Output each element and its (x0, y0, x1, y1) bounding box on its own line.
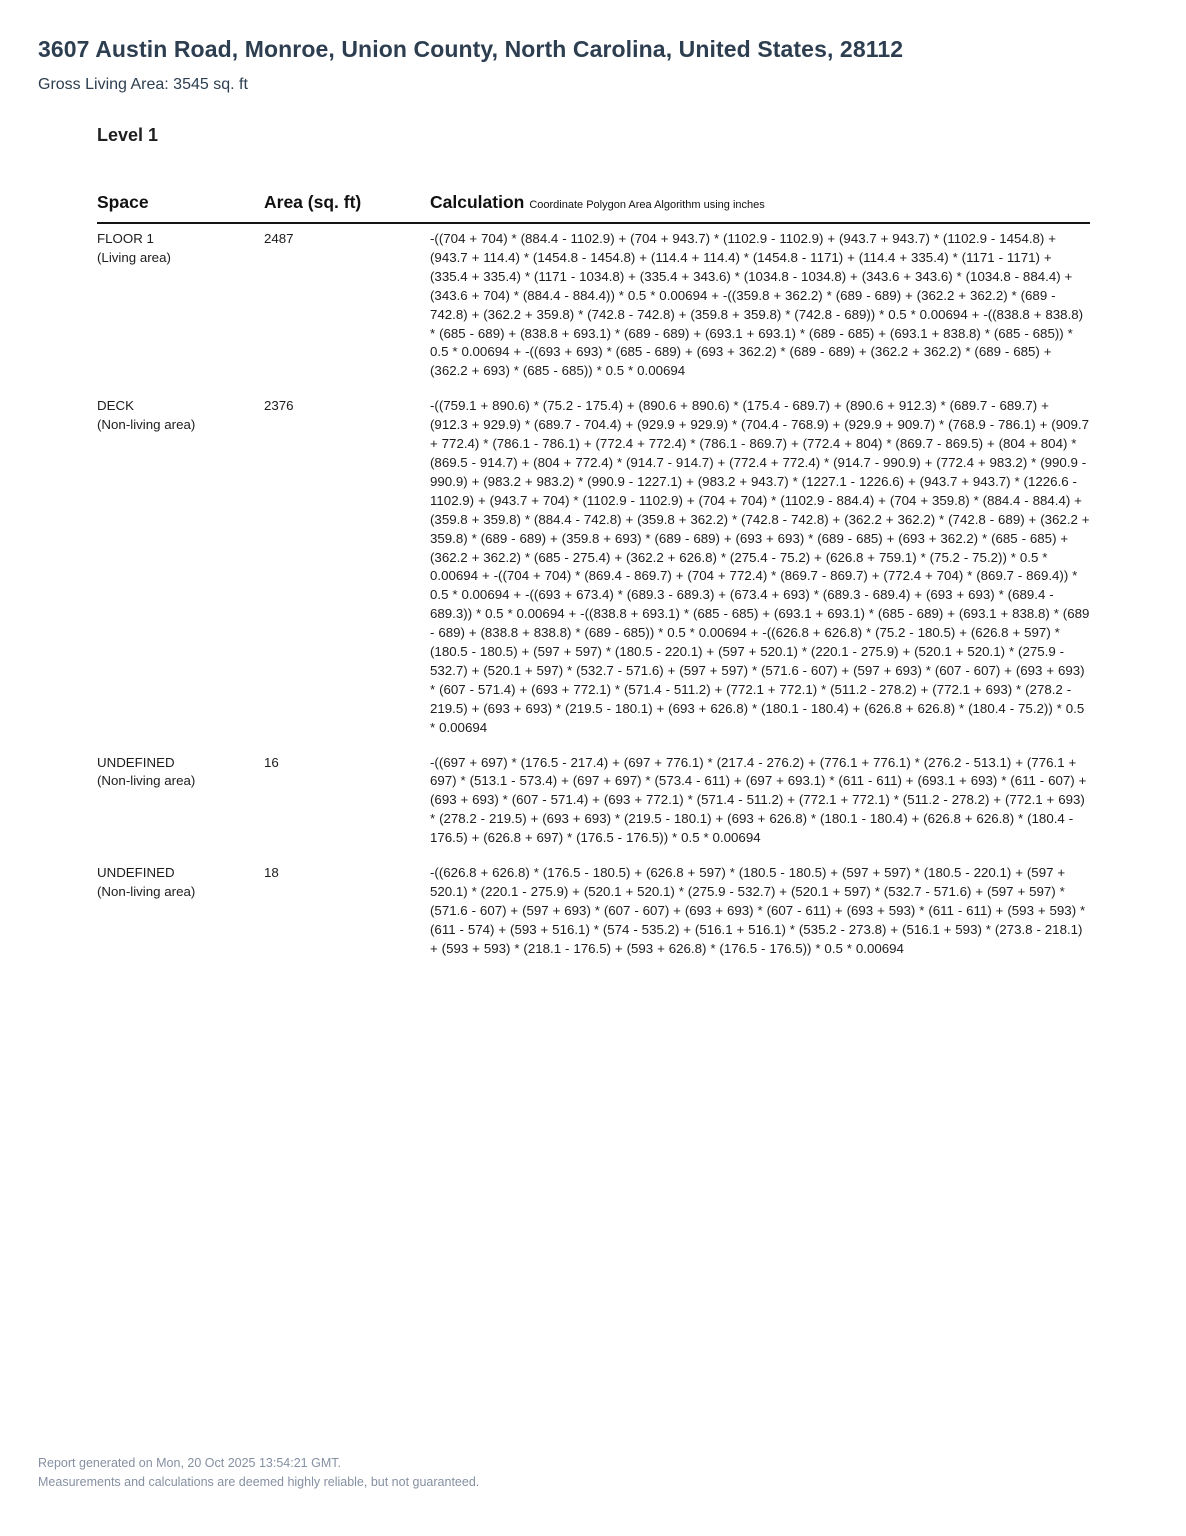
area-value: 16 (264, 754, 279, 770)
space-name: FLOOR 1 (97, 231, 154, 246)
table-header-row (97, 192, 1090, 224)
report-generated-timestamp: Report generated on Mon, 20 Oct 2025 13:54:21 GMT. (38, 1456, 341, 1470)
space-name: DECK (97, 398, 134, 414)
area-calculation-table (97, 192, 1090, 959)
area-value: 2376 (264, 398, 294, 414)
gross-living-area-label: Gross Living Area: 3545 sq. ft (38, 76, 248, 93)
space-cell (97, 864, 264, 902)
report-footer (38, 1454, 479, 1492)
column-header-area: Area (sq. ft) (264, 192, 362, 212)
table-row-undefined-1 (97, 748, 1090, 849)
calculation-algorithm-note: Coordinate Polygon Area Algorithm using inches (529, 199, 765, 211)
table-row-floor1 (97, 224, 1090, 381)
page-title: 3607 Austin Road, Monroe, Union County, North Carolina, United States, 28112 (38, 36, 904, 62)
calculation-text: -((697 + 697) * (176.5 - 217.4) + (697 + 776.1) * (217.4 - 276.2) + (776.1 + 776.1) * (276.2 - 513.1) + (776.1 + 697) * (513.1 - 573.4) + (697 + 697) * (573.4 - 611) + (697 + 693.1) * (611 - 611) + (693.1 + 693) * (611 - 607) + (693 + 693) * (607 - 571.4) + (693 + 772.1) * (571.4 - 511.2) + (772.1 + 772.1) * (511.2 - 278.2) + (772.1 + 693) * (278.2 - 219.5) + (693 + 693) * (219.5 - 180.1) + (693 + 626.8) * (180.1 - 180.4) + (626.8 + 626.8) * (180.4 - 176.5) + (626.8 + 697) * (176.5 - 176.5)) * 0.5 * 0.00694 (430, 754, 1087, 846)
calculation-text: -((759.1 + 890.6) * (75.2 - 175.4) + (890.6 + 890.6) * (175.4 - 689.7) + (890.6 + 912.3) * (689.7 - 689.7) + (912.3 + 929.9) * (689.7 - 704.4) + (929.9 + 929.9) * (704.4 - 768.9) + (929.9 + 909.7) * (768.9 - 786.1) + (909.7 + 772.4) * (786.1 - 786.1) + (772.4 + 772.4) * (786.1 - 869.7) + (772.4 + 804) * (869.7 - 869.5) + (804 + 804) * (869.5 - 914.7) + (804 + 772.4) * (914.7 - 914.7) + (772.4 + 772.4) * (914.7 - 990.9) + (772.4 + 983.2) * (990.9 - 990.9) + (983.2 + 983.2) * (990.9 - 1227.1) + (983.2 + 943.7) * (1227.1 - 1226.6) + (943.7 + 943.7) * (1226.6 - 1102.9) + (943.7 + 704) * (1102.9 - 1102.9) + (704 + 704) * (1102.9 - 884.4) + (704 + 359.8) * (884.4 - 884.4) + (359.8 + 359.8) * (884.4 - 742.8) + (359.8 + 362.2) * (742.8 - 742.8) + (362.2 + 362.2) * (742.8 - 689) + (362.2 + 359.8) * (689 - 689) + (359.8 + 693) * (689 - 689) + (693 + 693) * (689 - 685) + (693 + 362.2) * (685 - 685) + (362.2 + 362.2) * (685 - 275.4) + (362.2 + 626.8) * (275.4 - 75.2) + (626.8 + 759.1) * (75.2 - 75.2)) * 0.5 * 0.00694 + -((704 + 704) * (869.4 - 869.7) + (704 + 772.4) * (869.7 - 869.7) + (772.4 + 704) * (869.7 - 869.4)) * 0.5 * 0.00694 + -((693 + 673.4) * (689.3 - 689.3) + (673.4 + 693) * (689.3 - 689.4) + (693 + 693) * (689.4 - 689.3)) * 0.5 * 0.00694 + -((838.8 + 693.1) * (685 - 685) + (693.1 + 693.1) * (685 - 689) + (693.1 + 838.8) * (689 - 689) + (838.8 + 838.8) * (689 - 685)) * 0.5 * 0.00694 + -((626.8 + 626.8) * (75.2 - 180.5) + (626.8 + 597) * (180.5 - 180.5) + (597 + 597) * (180.5 - 220.1) + (597 + 520.1) * (220.1 - 275.9) + (520.1 + 520.1) * (275.9 - 532.7) + (520.1 + 597) * (532.7 - 571.6) + (597 + 597) * (571.6 - 607) + (597 + 693) * (607 - 607) + (693 + 693) * (607 - 571.4) + (693 + 772.1) * (571.4 - 511.2) + (772.1 + 772.1) * (511.2 - 278.2) + (772.1 + 693) * (278.2 - 219.5) + (693 + 693) * (219.5 - 180.1) + (693 + 626.8) * (180.1 - 180.4) + (626.8 + 626.8) * (180.4 - 75.2)) * 0.5 * 0.00694 (430, 398, 1090, 735)
space-cell (97, 397, 264, 435)
area-value: 2487 (264, 231, 294, 246)
area-value: 18 (264, 865, 279, 881)
report-disclaimer: Measurements and calculations are deemed highly reliable, but not guaranteed. (38, 1475, 480, 1489)
calculation-header-label: Calculation (430, 192, 525, 212)
report-header (38, 36, 1148, 94)
column-header-space: Space (97, 192, 149, 212)
space-name: UNDEFINED (97, 754, 175, 770)
calculation-text: -((626.8 + 626.8) * (176.5 - 180.5) + (626.8 + 597) * (180.5 - 180.5) + (597 + 597) * (180.5 - 220.1) + (597 + 520.1) * (220.1 - 275.9) + (520.1 + 520.1) * (275.9 - 532.7) + (520.1 + 597) * (532.7 - 571.6) + (597 + 597) * (571.6 - 607) + (597 + 693) * (607 - 607) + (693 + 693) * (607 - 611) + (693 + 593) * (611 - 611) + (593 + 593) * (611 - 574) + (593 + 516.1) * (574 - 535.2) + (516.1 + 516.1) * (535.2 - 273.8) + (516.1 + 593) * (273.8 - 218.1) + (593 + 593) * (218.1 - 176.5) + (593 + 626.8) * (176.5 - 176.5)) * 0.5 * 0.00694 (430, 865, 1086, 956)
space-type: (Living area) (97, 249, 171, 265)
space-name: UNDEFINED (97, 865, 175, 881)
level-section-title: Level 1 (97, 125, 159, 145)
calculation-text: -((704 + 704) * (884.4 - 1102.9) + (704 + 943.7) * (1102.9 - 1102.9) + (943.7 + 943.7) * (1102.9 - 1454.8) + (943.7 + 114.4) * (1454.8 - 1454.8) + (114.4 + 114.4) * (1454.8 - 1171) + (114.4 + 335.4) * (1171 - 1171) + (335.4 + 335.4) * (1171 - 1034.8) + (335.4 + 343.6) * (1034.8 - 1034.8) + (343.6 + 343.6) * (1034.8 - 884.4) + (343.6 + 704) * (884.4 - 884.4)) * 0.5 * 0.00694 + -((359.8 + 362.2) * (689 - 689) + (362.2 + 362.2) * (689 - 742.8) + (362.2 + 359.8) * (742.8 - 742.8) + (359.8 + 359.8) * (742.8 - 689)) * 0.5 * 0.00694 + -((838.8 + 838.8) * (685 - 689) + (838.8 + 693.1) * (689 - 689) + (693.1 + 693.1) * (689 - 685) + (693.1 + 838.8) * (685 - 685)) * 0.5 * 0.00694 + -((693 + 693) * (685 - 689) + (693 + 362.2) * (689 - 689) + (362.2 + 362.2) * (689 - 685) + (362.2 + 693) * (685 - 685)) * 0.5 * 0.00694 (430, 231, 1084, 379)
space-cell (97, 754, 264, 792)
table-row-deck (97, 391, 1090, 737)
table-row-undefined-2 (97, 858, 1090, 959)
space-type: (Non-living area) (97, 773, 196, 789)
space-type: (Non-living area) (97, 884, 196, 899)
space-type: (Non-living area) (97, 417, 196, 433)
column-header-calculation (430, 192, 1090, 213)
space-cell (97, 230, 264, 268)
